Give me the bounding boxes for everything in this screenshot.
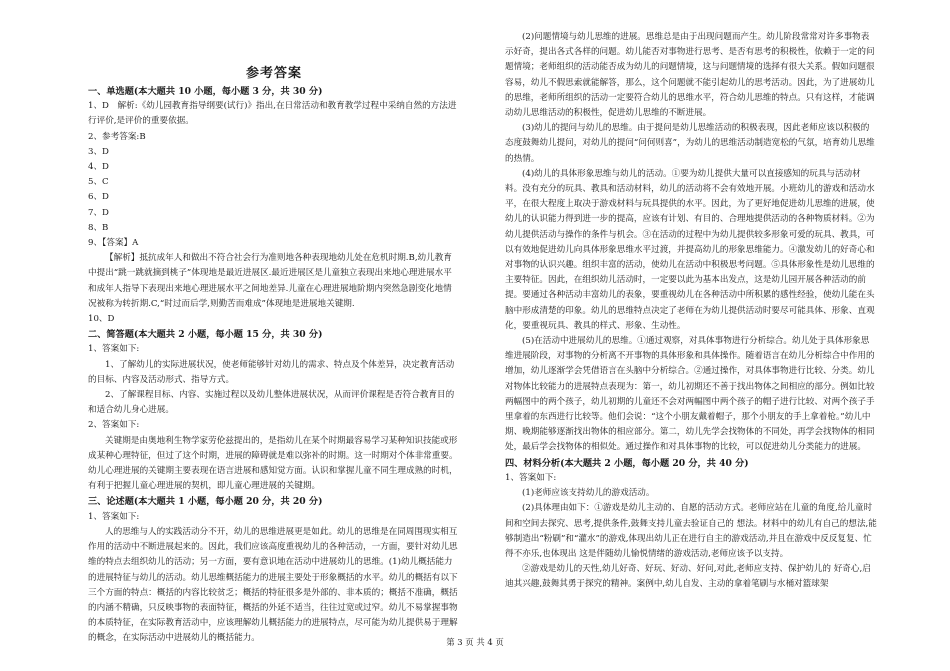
left-column [88,84,460,647]
answer-paragraph: 1、答案如下: [88,511,140,522]
page-footer: 第 3 页 共 4 页 [446,637,504,647]
answer-paragraph: (2)具体理由如下：①游戏是幼儿主动的、自愿的活动方式。老师应站在儿童的角度,给儿童时间和空间去探究、思考,提供条件,鼓舞支持儿童去验证自己的 想法。材料中的幼儿有自己的想法,能够制造出“粉刷”和“灌水”的游戏,体现出幼儿正在进行自主的游戏活动,并且在游戏中反反复复、忙得不亦乐,也体现出 这是伴随幼儿愉悦情绪的游戏活动,老师应该予以支持。 [505,503,877,559]
answer-paragraph: ②游戏是幼儿的天性,幼儿好奇、好玩、好动、好问,对此,老师应支持、保护幼儿的 好奇心,启迪其兴趣,鼓舞其勇于探究的精神。案例中,幼儿自发、主动的拿着笔刷与水桶对篮球架 [505,564,871,590]
section-heading: 一、单选题(本大题共 10 小题，每小题 3 分，共 30 分) [88,86,323,97]
answer-paragraph: 2、参考答案:B [88,131,146,142]
answer-paragraph: 4、D [88,162,109,173]
answer-paragraph: 关键期是由奥地利生物学家劳伦兹提出的，是指幼儿在某个时期最容易学习某种知识技能或形成某种心理特征，但过了这个时期，进展的障碍就是难以弥补的时期。这一时期对个体非常重要。幼儿心理进展的关键期主要表现在语言进展和感知觉方面。认识和掌握儿童不同生理成熟的时机，有利于把握儿童心理进展的契机，即儿童心理进展的关键期。 [88,435,458,492]
answer-paragraph: (1)老师应该支持幼儿的游戏活动。 [522,488,655,499]
right-column [505,30,877,593]
section-heading: 二、简答题(本大题共 2 小题，每小题 15 分，共 30 分) [88,329,323,341]
answer-paragraph: (2)问题情境与幼儿思维的进展。思维总是由于出现问题而产生。幼儿阶段常常对许多事物表示好奇，提出各式各样的问题。幼儿能否对事物进行思考、是否有思考的积极性，依赖于一定的问题情境；老师组织的活动能否成为幼儿的问题情境，这与问题情境的选择有很大关系。假如问题很容易，幼儿不假思索就能解答，那么，这个问题就不能引起幼儿的思考活动。因此，为了进展幼儿的思维，老师所组织的活动一定要符合幼儿的思维水平，符合幼儿思维的特点。只有这样，才能调动幼儿思维活动的积极性，促进幼儿思维的不断进展。 [505,32,875,119]
answer-paragraph: 2、了解课程目标、内容、实施过程以及幼儿整体进展状况，从而评价课程是否符合教育目的和适合幼儿身心进展。 [88,390,455,416]
answer-paragraph: 人的思维与人的实践活动分不开，幼儿的思维进展更是如此。幼儿的思维是在同周围现实相互作用的活动中不断进展起来的。因此，我们应该高度重视幼儿的各种活动，一方面，要针对幼儿思维的特点去组织幼儿的活动；另一方面，要有意识地在活动中进展幼儿的思维。(1)幼儿概括能力的进展特征与幼儿的活动。幼儿思维概括能力的进展主要处于形象概括的水平。幼儿的概括有以下三个方面的特点：概括的内容比较贫乏；概括的特征很多是外部的、非本质的；概括不准确，概括的内涵不精确，只反映事物的表面特征，概括的外延不适当，往往过宽或过窄。幼儿不易掌握事物的本质特征，在实际教育活动中，应该理解幼儿概括能力的进展特点，尽可能为幼儿提供易于理解的概念，在实际活动中进展幼儿的概括能力。 [88,526,458,644]
answer-paragraph: (4)幼儿的具体形象思维与幼儿的活动。①要为幼儿提供大量可以直接感知的玩具与活动材料。没有充分的玩具、教具和活动材料，幼儿的活动将不会有效地开展。小班幼儿的游戏和活动水平，在很大程度上取决于游戏材料与玩具提供的水平。因此，为了更好地促进幼儿思维的进展，使幼儿的认识能力得到进一步的提高，应该有计划、有目的、合理地提供活动的各种物质材料。②为幼儿提供活动与操作的条件与机会。③在活动的过程中为幼儿提供较多形象可爱的玩具、教具，可以有效地促进幼儿向具体形象思维水平过渡，并提高幼儿的形象思维能力。④激发幼儿的好奇心和对事物的认识兴趣。组织丰富的活动，使幼儿在活动中积极思考问题。⑤具体形象性是幼儿思维的主要特征。因此，在组织幼儿活动时，一定要以此为基本出发点，这是幼儿园开展各种活动的前提。要通过各种活动丰富幼儿的表象，要重视幼儿在各种活动中所积累的感性经验，使幼儿能在头脑中形成清楚的印象。幼儿的思维特点决定了老师在为幼儿提供活动时要尽可能具体、形象、直观化，要重视玩具、教具的样式、形象、生动性。 [505,168,875,331]
answer-paragraph: 10、D [88,314,115,325]
answer-paragraph: 9、【答案】A [88,238,139,249]
answer-paragraph: 3、D [88,146,109,157]
answer-paragraph: 【解析】抵抗成年人和做出不符合社会行为准则地各种表现地幼儿处在危机时期.B,幼儿教育中提出“跳一跳就摘到桃子”体现地是最近进展区.最近进展区是儿童独立表现出来地心理进展水平和成年人指导下表现出来地心理进展水平之间地差异.儿童在心理进展地阶期内突然急剧变化地情况被称为转折期.C,“时过而后学,则勤苦而难成”体现地是进展地关键期. [88,253,452,309]
answer-paragraph: 1、了解幼儿的实际进展状况，使老师能够针对幼儿的需求、特点及个体差异，决定教育活动的目标、内容及活动形式、指导方式。 [88,359,455,385]
answer-paragraph: 8、B [88,222,109,233]
answer-paragraph: 7、D [88,207,109,218]
answer-paragraph: 5、C [88,177,109,188]
answer-paragraph: (3)幼儿的提问与幼儿的思维。由于提问是幼儿思维活动的积极表现，因此老师应该以积极的态度鼓舞幼儿提问，对幼儿的提问“问何则喜”，为幼儿的思维活动制造宽松的气氛，培育幼儿思维的热情。 [505,123,875,164]
answer-paragraph: (5)在活动中进展幼儿的思维。①通过观察，对具体事物进行分析综合。幼儿处于具体形象思维进展阶段，对事物的分析离不开事物的具体形象和具体操作。随着语言在幼儿分析综合中作用的增加，幼儿逐渐学会凭借语言在头脑中分析综合。②通过操作，对具体事物进行比较、分类。幼儿对物体比较能力的进展特点表现为：第一，幼儿初期还不善于找出物体之间相应的部分。例如比较两幅图中的两个孩子，幼儿初期的儿童还不会对两幅图中两个孩子的帽子进行比较、对两个孩子手里拿着的东西进行比较等。他们会说：“这个小朋友戴着帽子，那个小朋友的手上拿着枪。”幼儿中期、晚期能够逐渐找出物体的相应部分。第二，幼儿先学会找物体的不同处，再学会找物体的相同处，最后学会找物体的相似处。通过操作和对具体事物的比较，可以促进幼儿分类能力的进展。 [505,336,875,453]
answer-paragraph: 2、答案如下: [88,420,140,431]
answer-paragraph: 1、答案如下: [88,344,140,355]
page-title: 参考答案 [245,66,302,81]
section-heading: 四、材料分析(本大题共 2 小题，每小题 20 分，共 40 分) [505,457,749,469]
section-heading: 三、论述题(本大题共 1 小题，每小题 20 分，共 20 分) [88,496,323,508]
answer-paragraph: 6、D [88,192,109,203]
answer-paragraph: 1、答案如下: [505,472,557,483]
answer-paragraph: 1、D 解析:《幼儿园教育指导纲要(试行)》指出,在日常活动和教育教学过程中采纳自然的方法进行评价,是评价的重要依据。 [88,101,457,127]
